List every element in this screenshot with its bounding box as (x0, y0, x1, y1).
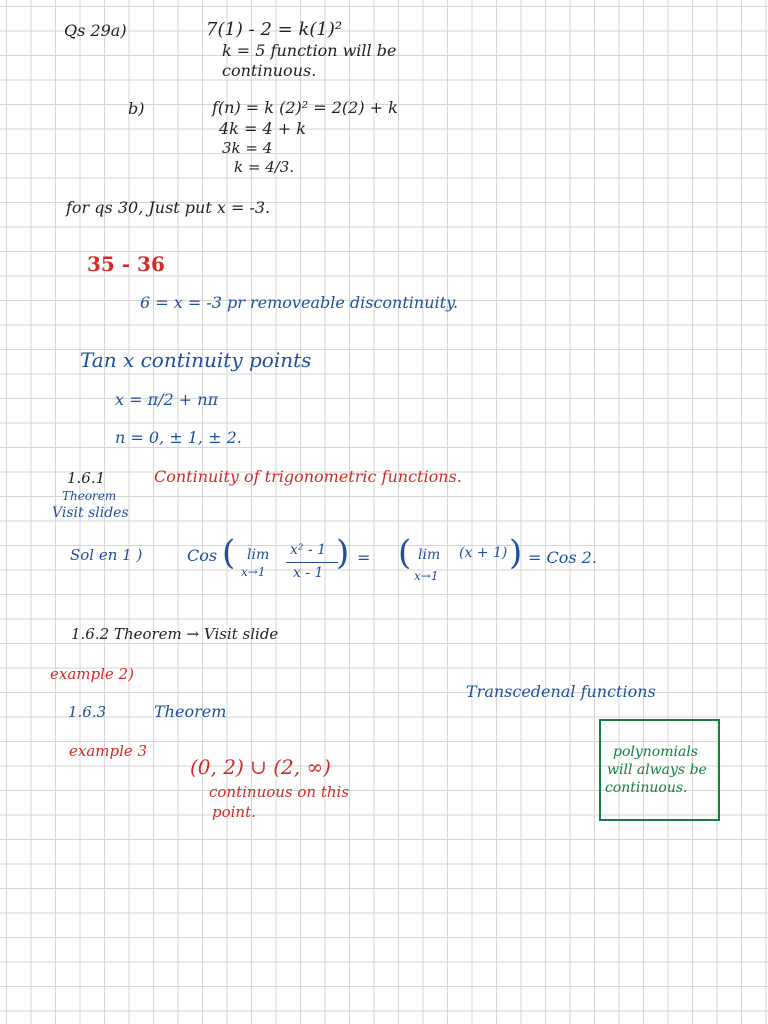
visit-slides-note: Visit slides (52, 505, 129, 521)
q29-equation-7: k = 4/3. (234, 158, 295, 176)
limit-word-2: lim (418, 547, 441, 563)
left-bracket-close: ) (336, 533, 350, 573)
polynomials-box (599, 719, 720, 821)
q29-continuous-note: continuous. (222, 61, 317, 80)
limit-subscript-2: x→1 (414, 569, 439, 583)
section-1-6-3-number: 1.6.3 (68, 703, 107, 721)
q29-equation-5: 4k = 4 + k (219, 119, 306, 138)
q35-36-label: 35 - 36 (87, 252, 165, 276)
fraction-numerator: x² - 1 (290, 542, 327, 558)
section-1-6-1-title: Continuity of trigonometric functions. (154, 467, 462, 486)
section-1-6-2-line: 1.6.2 Theorem → Visit slide (71, 625, 279, 643)
fraction-bar (286, 562, 338, 563)
polynomials-line-2: will always be (607, 762, 707, 778)
q30-note: for qs 30, Just put x = -3. (66, 198, 271, 217)
section-1-6-1-number: 1.6.1 (67, 469, 106, 487)
theorem-note: Theorem (62, 489, 117, 503)
right-bracket-close: ) (509, 533, 523, 573)
question-29a-label: Qs 29a) (64, 21, 127, 40)
tan-equation-1: x = π/2 + nπ (115, 390, 219, 409)
example-3-interval: (0, 2) ∪ (2, ∞) (190, 755, 331, 779)
tan-continuity-heading: Tan x continuity points (80, 348, 312, 372)
example-3-note-line-2: point. (212, 803, 256, 821)
polynomials-line-3: continuous. (605, 780, 688, 796)
tan-equation-2: n = 0, ± 1, ± 2. (115, 428, 242, 447)
fraction-denominator: x - 1 (293, 565, 324, 581)
right-bracket-open: ( (398, 533, 412, 573)
q29-equation-4: f(n) = k (2)² = 2(2) + k (212, 98, 398, 117)
q29-equation-6: 3k = 4 (222, 139, 273, 157)
limit-subscript: x→1 (241, 565, 266, 579)
section-1-6-3-title: Theorem (154, 702, 227, 721)
q29-part-b-label: b) (128, 99, 145, 118)
cos-word: Cos (187, 546, 218, 565)
left-bracket-open: ( (222, 533, 236, 573)
solution-1-label: Sol en 1 ) (70, 546, 143, 564)
example-2-label: example 2) (50, 665, 134, 683)
limit-word: lim (247, 547, 270, 563)
equals-sign: = (357, 548, 371, 567)
example-3-label: example 3 (69, 742, 148, 760)
rhs-expression: (x + 1) (459, 545, 508, 561)
result-cos-2: = Cos 2. (528, 548, 597, 567)
q29-equation-1: 7(1) - 2 = k(1)² (206, 19, 343, 40)
transcendental-functions-label: Transcedenal functions (466, 682, 656, 701)
polynomials-line-1: polynomials (613, 744, 698, 760)
q35-answer: 6 = x = -3 pr removeable discontinuity. (140, 293, 459, 312)
example-3-note-line-1: continuous on this (209, 783, 350, 801)
q29-equation-2: k = 5 function will be (222, 41, 397, 60)
